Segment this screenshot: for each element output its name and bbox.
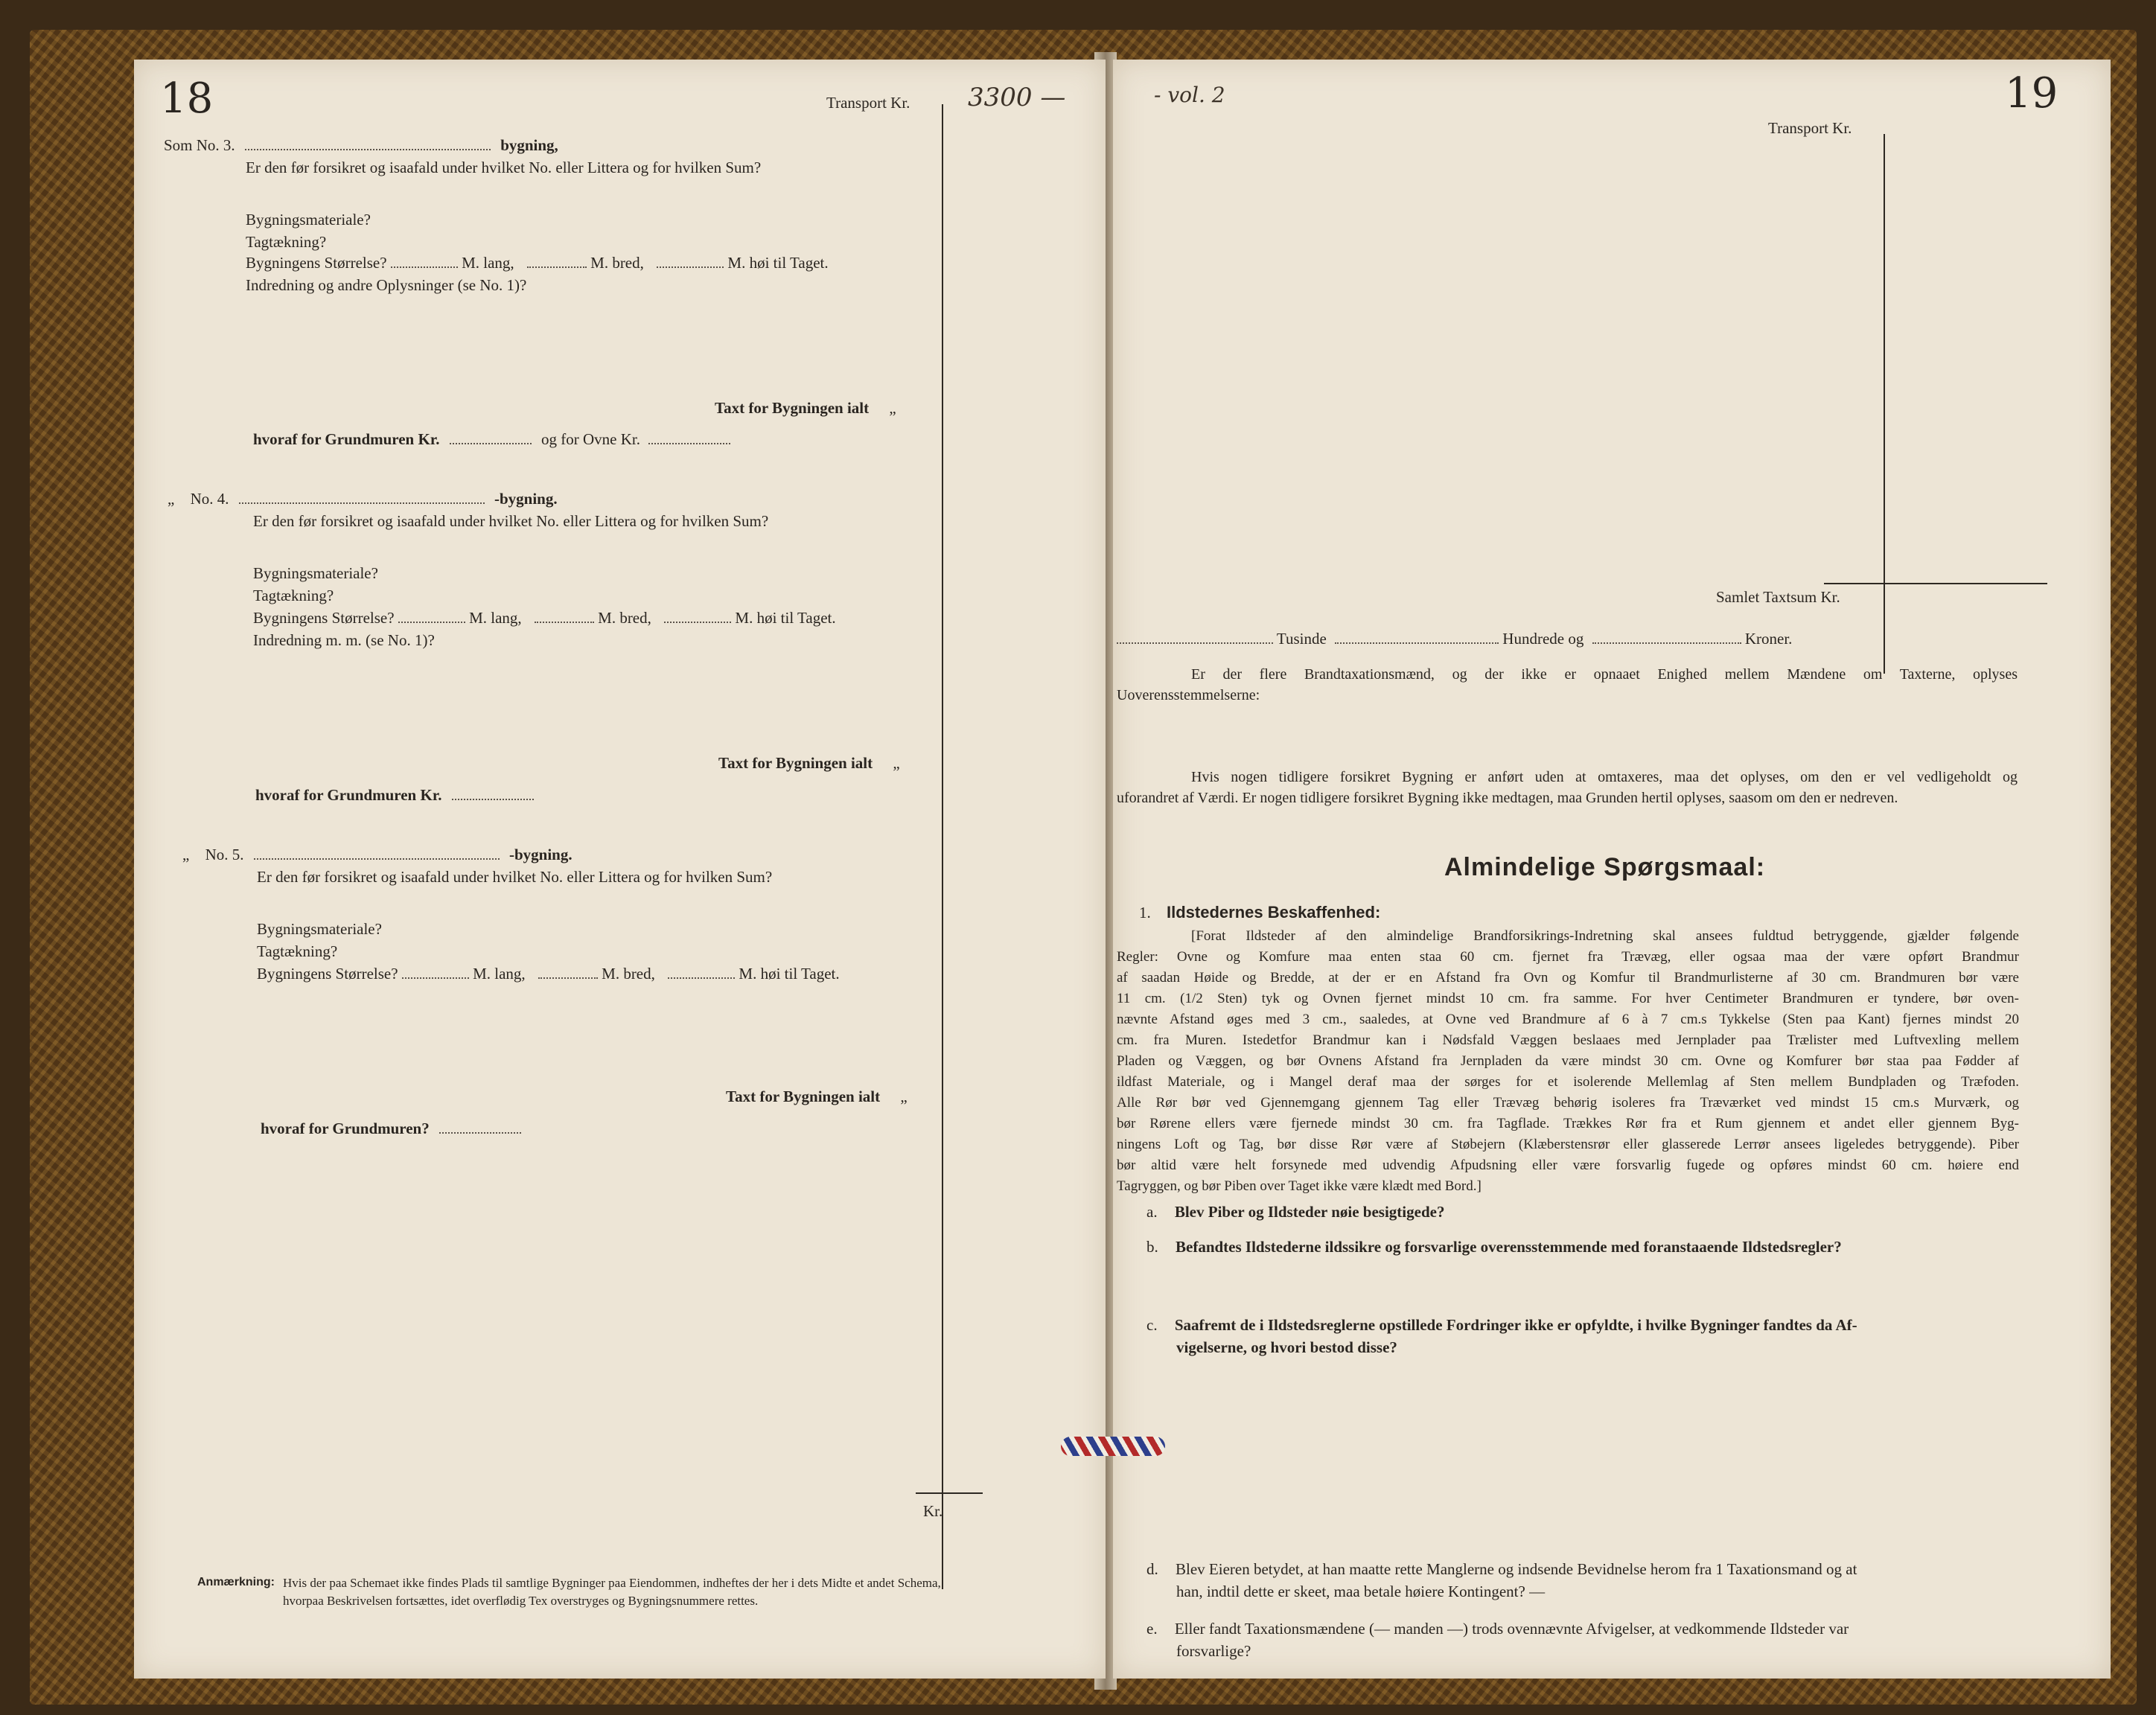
grundmur-field <box>452 799 534 800</box>
question-letter: a. <box>1146 1203 1158 1221</box>
width-unit: M. bred, <box>590 254 644 272</box>
building-name-field <box>245 149 491 150</box>
building-prefix: No. 5. <box>205 846 244 863</box>
page-number: 18 <box>160 74 214 123</box>
interior-label: Indredning m. m. (se No. 1)? <box>253 631 435 649</box>
grundmur-label: hvoraf for Grundmuren Kr. <box>253 430 440 448</box>
total-line <box>916 1492 983 1494</box>
building-suffix: bygning, <box>500 136 558 154</box>
width-field <box>527 266 587 268</box>
material-label: Bygningsmateriale? <box>246 211 371 229</box>
footnote-line: hvorpaa Beskrivelsen fortsættes, idet overflødig Tex overstryges og Bygningsnummere rettes. <box>283 1594 759 1608</box>
grundmur-label: hvoraf for Grundmuren Kr. <box>255 786 442 804</box>
handwritten-note: - vol. 2 <box>1154 83 1225 107</box>
question-c-line: vigelserne, og hvori bestod disse? <box>1176 1338 1397 1356</box>
question-number: 1. <box>1139 904 1151 922</box>
tax-mark: „ <box>893 754 900 772</box>
width-field <box>538 977 598 979</box>
sum-total-line <box>1824 583 2047 584</box>
rules-line: Tagryggen, og bør Piben over Taget ikke være klædt med Bord.] <box>1117 1178 1482 1194</box>
question-a: Blev Piber og Ildsteder nøie besigtigede? <box>1174 1203 1445 1221</box>
disagreement-paragraph <box>1117 664 2018 706</box>
tusinde-label: Tusinde <box>1276 630 1327 648</box>
rules-line: bør Rørene ellers være fjernede mindst 30 cm. fra Tagflade. Trækkes Rør fra et Rum gjennem et andet eller gjennem Byg- <box>1117 1116 2019 1131</box>
paragraph-line: Er der flere Brandtaxationsmænd, og der ikke er opnaaet Enighed mellem Mændene om Taxterne, oplyses <box>1191 666 2018 683</box>
insured-question: Er den før forsikret og isaafald under hvilket No. eller Littera og for hvilken Sum? <box>257 868 773 886</box>
grundmur-label: hvoraf for Grundmuren? <box>261 1120 430 1137</box>
right-page <box>1113 60 2111 1679</box>
binding-thread <box>1061 1437 1165 1456</box>
length-field <box>391 266 458 268</box>
rules-line: Regler: Ovne og Komfure maa enten staa 60 cm. fjernet fra Trævæg, eller ogsaa maa der være opført Brandmur <box>1117 949 2019 965</box>
length-field <box>402 977 469 979</box>
width-unit: M. bred, <box>602 965 655 983</box>
amount-column-line <box>942 104 943 1589</box>
material-label: Bygningsmateriale? <box>253 564 378 582</box>
kroner-label: Kroner. <box>1744 630 1793 648</box>
footnote-line: Hvis der paa Schemaet ikke findes Plads til samtlige Bygninger paa Eiendommen, indheftes der her i dets Midte et andet Schema, <box>283 1576 941 1590</box>
insured-question: Er den før forsikret og isaafald under hvilket No. eller Littera og for hvilken Sum? <box>246 159 762 176</box>
height-unit: M. høi til Taget. <box>735 609 836 627</box>
width-field <box>535 622 594 623</box>
transport-label: Transport Kr. <box>1768 119 1852 137</box>
paragraph-line: Hvis nogen tidligere forsikret Bygning er anført uden at omtaxeres, maa det oplyses, om den er vel vedligeholdt og <box>1191 769 2018 785</box>
height-field <box>664 622 731 623</box>
size-label: Bygningens Størrelse? <box>257 965 398 983</box>
kroner-field <box>1592 642 1741 644</box>
ovne-field <box>648 443 730 444</box>
question-letter: d. <box>1146 1560 1158 1578</box>
ovne-label: og for Ovne Kr. <box>540 430 640 448</box>
grundmur-field <box>450 443 532 444</box>
rules-line: ildfast Materiale, og i Mangel deraf maa der sørges for et isolerende Mellemlag af Sten mellem Bundpladen og Træfoden. <box>1117 1074 2019 1090</box>
tusinde-field <box>1117 642 1273 644</box>
question-d-line: han, indtil dette er skeet, maa betale høiere Kontingent? — <box>1176 1583 1546 1600</box>
height-field <box>668 977 735 979</box>
paragraph-line: Uoverensstemmelserne: <box>1117 687 1260 703</box>
building-prefix: Som No. 3. <box>164 136 235 154</box>
height-unit: M. høi til Taget. <box>739 965 840 983</box>
building-prefix: No. 4. <box>190 490 229 508</box>
interior-label: Indredning og andre Oplysninger (se No. 1)? <box>246 276 527 294</box>
height-field <box>657 266 724 268</box>
rules-line: Pladen og Væggen, og bør Ovnens Afstand fra Jernpladen da være mindst 30 cm. Ovne og Komfurer bør staa paa Fødder af <box>1117 1053 2019 1069</box>
prefix-mark: „ <box>182 846 190 863</box>
roofing-label: Tagtækning? <box>253 587 334 604</box>
size-label: Bygningens Størrelse? <box>253 609 395 627</box>
section-heading: Almindelige Spørgsmaal: <box>1444 853 1766 881</box>
rules-line: af saadan Høide og Bredde, at der er en Afstand fra Ovn og Komfur til Brandmurlisterne af 30 cm. Brandmuren bør være <box>1117 970 2019 986</box>
grundmur-field <box>439 1132 521 1134</box>
width-unit: M. bred, <box>598 609 651 627</box>
prefix-mark: „ <box>168 490 175 508</box>
rules-line: ningens Loft og Tag, bør disse Rør være af Støbejern (Klæberstensrør eller glasserede Lerrør ansees ligeledes betryggende). Piber <box>1117 1137 2019 1152</box>
question-b: Befandtes Ildstederne ildssikre og forsvarlige overensstemmende med foranstaaende Ildstedsregler? <box>1176 1238 1842 1256</box>
rules-line: cm. fra Muren. Istedetfor Brandmur kan i Nødsfald Væggen beslaaes med Jernplader paa Trælister med Luftvexling mellem <box>1117 1032 2019 1048</box>
roofing-label: Tagtækning? <box>246 233 327 251</box>
building-suffix: -bygning. <box>494 490 558 508</box>
tax-mark: „ <box>889 399 896 417</box>
rules-line: nævnte Afstand øges med 3 cm., saaledes, at Ovne ved Brandmure af 6 à 7 cm.s Tykkelse (Sten paa Kant) fjernes mindst 20 <box>1117 1012 2019 1027</box>
fire-safety-rules <box>1117 926 2019 1197</box>
rules-line: [Forat Ildsteder af den almindelige Brandforsikrings-Indretning skal ansees fuldtud betryggende, gjælder følgende <box>1191 928 2019 944</box>
transport-label: Transport Kr. <box>826 94 910 112</box>
rules-line: 11 cm. (1/2 Sten) tyk og Ovnen fjernet mindst 10 cm. fra samme. For hver Centimeter Brandmuren er tyndere, bør oven- <box>1117 991 2019 1006</box>
hundrede-field <box>1335 642 1499 644</box>
material-label: Bygningsmateriale? <box>257 920 382 938</box>
question-d-line: Blev Eieren betydet, at han maatte rette Manglerne og indsende Bevidnelse herom fra 1 Taxationsmand og at <box>1176 1560 1857 1578</box>
handwritten-amount: 3300 — <box>968 83 1066 112</box>
tax-label: Taxt for Bygningen ialt <box>715 399 870 417</box>
rules-line: bør altid være helt forsynede med udvendig Afpudsning eller være forsvarlig fugede og opføres mindst 60 cm. høiere end <box>1117 1157 2019 1173</box>
rules-line: Alle Rør bør ved Gjennemgang gjennem Tag eller Trævæg behørig isoleres fra Træværket ved mindst 15 cm.s Murværk, og <box>1117 1095 2019 1111</box>
question-letter: c. <box>1146 1316 1158 1334</box>
question-e-line: forsvarlige? <box>1176 1642 1251 1660</box>
length-unit: M. lang, <box>473 965 526 983</box>
length-unit: M. lang, <box>462 254 514 272</box>
unreassessed-paragraph <box>1117 767 2018 808</box>
question-title: Ildstedernes Beskaffenhed: <box>1167 903 1381 922</box>
footnote-label: Anmærkning: <box>197 1576 275 1588</box>
question-e-line: Eller fandt Taxationsmændene (— manden —) trods ovennævnte Afvigelser, at vedkommende Ildsteder var <box>1174 1620 1849 1638</box>
left-page <box>134 60 1106 1679</box>
height-unit: M. høi til Taget. <box>727 254 829 272</box>
total-label: Kr. <box>923 1502 943 1520</box>
tax-label: Taxt for Bygningen ialt <box>726 1088 881 1105</box>
sum-column-line <box>1884 134 1885 674</box>
building-suffix: -bygning. <box>509 846 573 863</box>
question-letter: b. <box>1146 1238 1158 1256</box>
length-unit: M. lang, <box>469 609 522 627</box>
tax-mark: „ <box>900 1088 908 1105</box>
tax-label: Taxt for Bygningen ialt <box>718 754 873 772</box>
size-label: Bygningens Størrelse? <box>246 254 387 272</box>
length-field <box>398 622 465 623</box>
insured-question: Er den før forsikret og isaafald under hvilket No. eller Littera og for hvilken Sum? <box>253 512 769 530</box>
question-c-line: Saafremt de i Ildstedsreglerne opstillede Fordringer ikke er opfyldte, i hvilke Bygninger fandtes da Af- <box>1174 1316 1857 1334</box>
question-letter: e. <box>1146 1620 1158 1638</box>
samlet-label: Samlet Taxtsum Kr. <box>1716 588 1840 606</box>
paragraph-line: uforandret af Værdi. Er nogen tidligere forsikret Bygning ikke medtagen, maa Grunden hertil oplyses, saasom om den er nedreven. <box>1117 790 1898 806</box>
roofing-label: Tagtækning? <box>257 942 338 960</box>
building-name-field <box>239 502 485 504</box>
page-number: 19 <box>2005 69 2058 118</box>
building-name-field <box>254 858 500 860</box>
hundrede-label: Hundrede og <box>1502 630 1584 648</box>
